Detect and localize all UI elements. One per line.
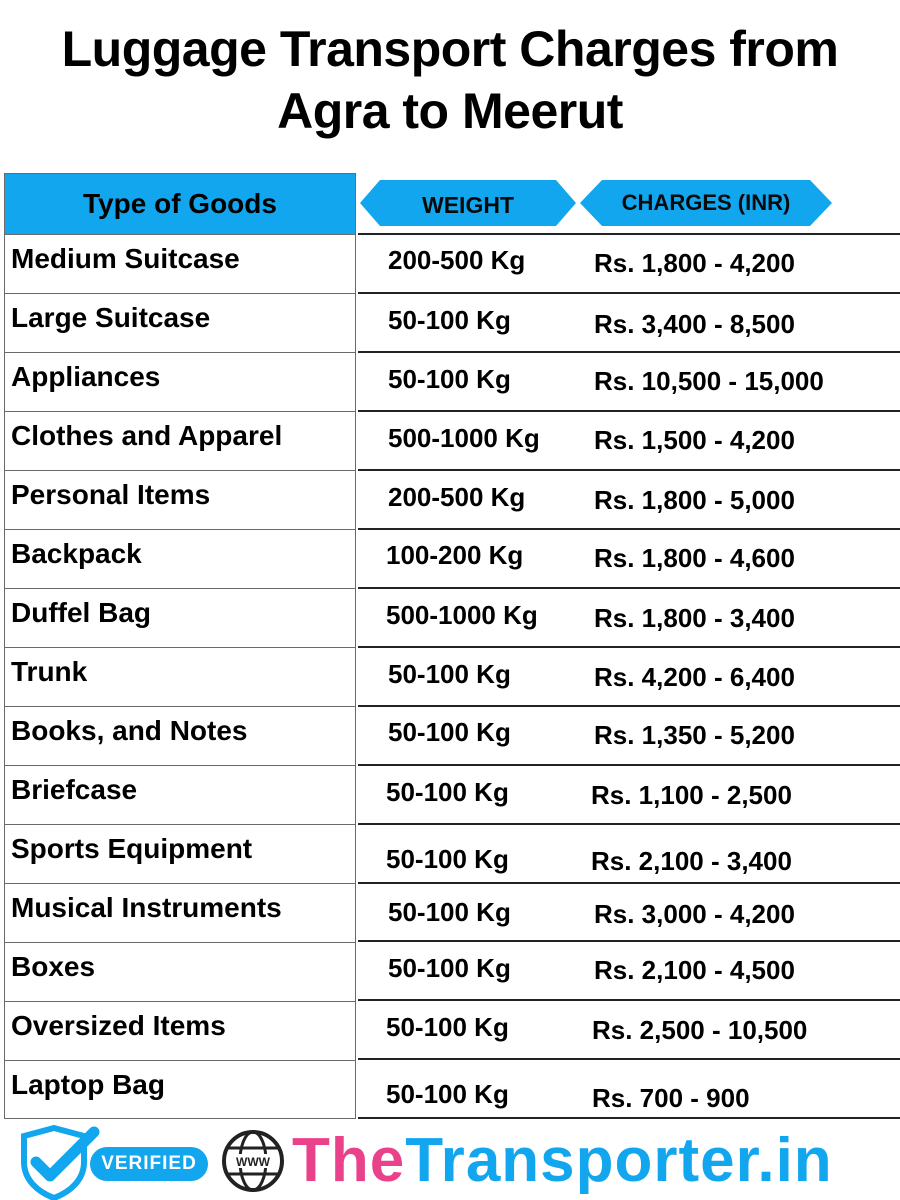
charge-cell: Rs. 1,500 - 4,200 <box>594 425 795 455</box>
charges-header-label: CHARGES (INR) <box>621 190 791 215</box>
charge-cell: Rs. 1,800 - 4,600 <box>594 543 795 573</box>
charge-cell: Rs. 1,100 - 2,500 <box>591 780 792 810</box>
row-divider <box>358 292 900 294</box>
brand-rest: Transporter.in <box>405 1126 833 1195</box>
row-divider <box>358 233 900 235</box>
charge-cell: Rs. 4,200 - 6,400 <box>594 662 795 692</box>
page-title: Luggage Transport Charges from Agra to Meerut <box>61 21 839 139</box>
weight-cell: 50-100 Kg <box>386 1079 509 1109</box>
weight-cell: 50-100 Kg <box>388 953 511 983</box>
weight-cell: 50-100 Kg <box>388 897 511 927</box>
goods-cell: Duffel Bag <box>5 589 355 648</box>
goods-column <box>4 173 356 1119</box>
charge-cell: Rs. 2,500 - 10,500 <box>592 1015 808 1045</box>
weight-cell: 50-100 Kg <box>388 659 511 689</box>
weight-header <box>360 180 576 226</box>
row-divider <box>358 940 900 942</box>
row-divider <box>358 999 900 1001</box>
row-divider <box>358 705 900 707</box>
row-divider <box>358 410 900 412</box>
charge-cell: Rs. 3,000 - 4,200 <box>594 899 795 929</box>
row-divider <box>358 646 900 648</box>
verified-badge: VERIFIED <box>90 1147 208 1181</box>
row-divider <box>358 1058 900 1060</box>
charge-cell: Rs. 700 - 900 <box>592 1083 750 1113</box>
goods-cell: Medium Suitcase <box>5 235 355 294</box>
weight-cell: 50-100 Kg <box>388 364 511 394</box>
row-divider <box>358 587 900 589</box>
goods-cell: Musical Instruments <box>5 884 355 943</box>
goods-cell: Oversized Items <box>5 1002 355 1061</box>
weight-cell: 50-100 Kg <box>388 717 511 747</box>
goods-cell: Laptop Bag <box>11 1069 165 1100</box>
row-divider <box>358 469 900 471</box>
row-divider <box>358 882 900 884</box>
globe-icon <box>220 1128 286 1194</box>
goods-cell: Trunk <box>5 648 355 707</box>
row-divider <box>358 351 900 353</box>
weight-cell: 50-100 Kg <box>386 844 509 874</box>
footer <box>0 1122 900 1200</box>
charge-cell: Rs. 10,500 - 15,000 <box>594 366 824 396</box>
globe-label: WWW <box>236 1155 270 1169</box>
row-divider <box>358 1117 900 1119</box>
weight-cell: 200-500 Kg <box>388 245 526 275</box>
type-of-goods-header: Type of Goods <box>5 174 355 235</box>
charge-cell: Rs. 1,800 - 5,000 <box>594 485 795 515</box>
goods-cell: Personal Items <box>5 471 355 530</box>
brand-the: The <box>292 1126 406 1195</box>
charge-cell: Rs. 1,350 - 5,200 <box>594 720 795 750</box>
row-divider <box>358 528 900 530</box>
weight-cell: 50-100 Kg <box>386 1012 509 1042</box>
weight-cell: 50-100 Kg <box>388 305 511 335</box>
goods-rows <box>5 235 355 1120</box>
row-divider <box>358 764 900 766</box>
row-divider <box>358 823 900 825</box>
charge-cell: Rs. 1,800 - 4,200 <box>594 248 795 278</box>
goods-cell: Sports Equipment <box>5 825 355 884</box>
charge-cell: Rs. 1,800 - 3,400 <box>594 603 795 633</box>
goods-cell: Appliances <box>5 353 355 412</box>
charge-cell: Rs. 3,400 - 8,500 <box>594 309 795 339</box>
weight-cell: 50-100 Kg <box>386 777 509 807</box>
weight-cell: 500-1000 Kg <box>388 423 540 453</box>
weight-cell: 100-200 Kg <box>386 540 524 570</box>
weight-header-label: WEIGHT <box>422 191 514 218</box>
charge-cell: Rs. 2,100 - 3,400 <box>591 846 792 876</box>
goods-cell: Books, and Notes <box>5 707 355 766</box>
weight-cell: 500-1000 Kg <box>386 600 538 630</box>
goods-cell: Boxes <box>5 943 355 1002</box>
goods-cell: Briefcase <box>5 766 355 825</box>
charges-header <box>580 180 832 226</box>
goods-cell: Backpack <box>5 530 355 589</box>
goods-cell: Large Suitcase <box>5 294 355 353</box>
goods-cell: Clothes and Apparel <box>5 412 355 471</box>
weight-cell: 200-500 Kg <box>388 482 526 512</box>
charge-cell: Rs. 2,100 - 4,500 <box>594 955 795 985</box>
brand-name[interactable] <box>292 1126 833 1196</box>
